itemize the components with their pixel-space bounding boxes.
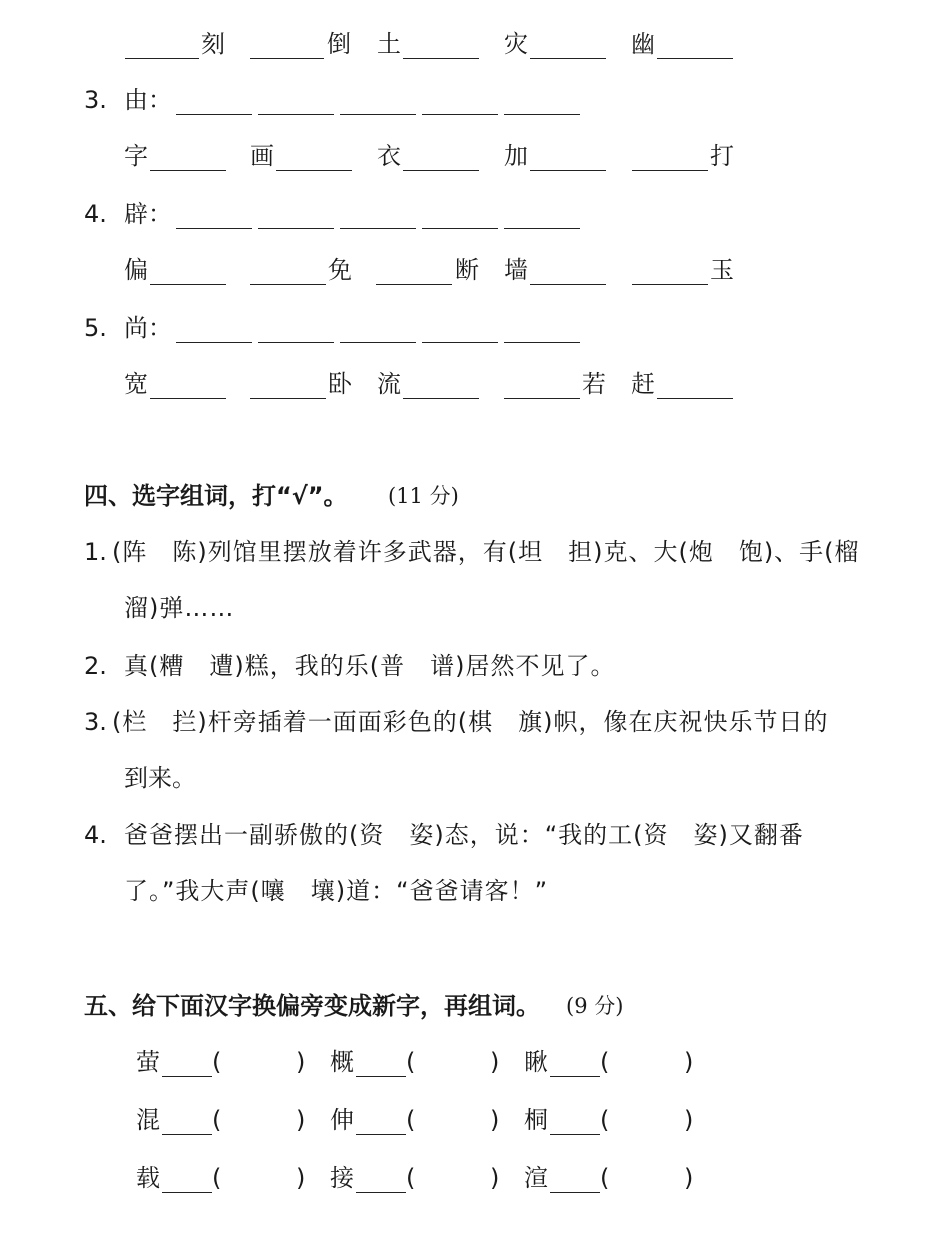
section-score: (11 分) (388, 484, 459, 508)
answer-blank[interactable] (250, 398, 326, 399)
source-char: 尚： (124, 314, 172, 342)
source-char: 桐 (524, 1106, 548, 1134)
char-label: 卧 (328, 370, 352, 398)
close-paren: ) (684, 1048, 694, 1076)
char-label: 流 (377, 370, 401, 398)
char-label: 土 (377, 30, 401, 58)
close-paren: ) (296, 1164, 306, 1192)
section-5-row-1 (0, 1042, 937, 1082)
question-5-words (0, 364, 937, 404)
open-paren: ( (406, 1164, 416, 1192)
item-text: 到来。 (124, 764, 196, 792)
answer-blank[interactable] (176, 342, 252, 343)
section-title: 五、给下面汉字换偏旁变成新字，再组词。 (84, 992, 540, 1020)
answer-blank[interactable] (356, 1192, 406, 1193)
answer-blank[interactable] (403, 398, 479, 399)
answer-blank[interactable] (250, 58, 324, 59)
source-char: 由： (124, 86, 172, 114)
answer-blank[interactable] (504, 398, 580, 399)
section-5-heading (0, 986, 937, 1026)
question-3-header (0, 80, 937, 120)
char-label: 偏 (124, 256, 148, 284)
answer-blank[interactable] (632, 284, 708, 285)
open-paren: ( (600, 1048, 610, 1076)
char-label: 加 (504, 142, 528, 170)
answer-blank[interactable] (550, 1076, 600, 1077)
source-char: 瞅 (524, 1048, 548, 1076)
section-title: 四、选字组词，打“√”。 (84, 482, 348, 510)
char-label: 灾 (504, 30, 528, 58)
close-paren: ) (684, 1164, 694, 1192)
answer-blank[interactable] (504, 228, 580, 229)
question-number: 1. (84, 538, 107, 566)
question-4-words (0, 250, 937, 290)
char-label: 打 (710, 142, 734, 170)
question-number: 5. (84, 314, 107, 342)
char-label: 字 (124, 142, 148, 170)
answer-blank[interactable] (258, 114, 334, 115)
answer-blank[interactable] (258, 342, 334, 343)
section-4-item-3 (0, 702, 937, 742)
source-char: 接 (330, 1164, 354, 1192)
item-text[interactable]: (阵 陈)列馆里摆放着许多武器，有(坦 担)克、大(炮 饱)、手(榴 (112, 538, 860, 566)
char-label: 免 (328, 256, 352, 284)
close-paren: ) (490, 1164, 500, 1192)
answer-blank[interactable] (250, 284, 326, 285)
answer-blank[interactable] (162, 1134, 212, 1135)
char-label: 若 (582, 370, 606, 398)
answer-blank[interactable] (176, 114, 252, 115)
char-label: 衣 (377, 142, 401, 170)
answer-blank[interactable] (504, 342, 580, 343)
answer-blank[interactable] (176, 228, 252, 229)
question-5-header (0, 308, 937, 348)
answer-blank[interactable] (125, 58, 199, 59)
char-label: 玉 (710, 256, 734, 284)
answer-blank[interactable] (276, 170, 352, 171)
char-label: 画 (250, 142, 274, 170)
item-text[interactable]: 真(糟 遭)糕，我的乐(普 谱)居然不见了。 (124, 652, 616, 680)
answer-blank[interactable] (550, 1134, 600, 1135)
question-number: 4. (84, 200, 107, 228)
answer-blank[interactable] (376, 284, 452, 285)
answer-blank[interactable] (422, 342, 498, 343)
char-label: 刻 (201, 30, 225, 58)
answer-blank[interactable] (150, 398, 226, 399)
answer-blank[interactable] (657, 398, 733, 399)
answer-blank[interactable] (657, 58, 733, 59)
question-3-words (0, 136, 937, 176)
char-label: 墙 (504, 256, 528, 284)
source-char: 萤 (136, 1048, 160, 1076)
answer-blank[interactable] (162, 1076, 212, 1077)
answer-blank[interactable] (356, 1076, 406, 1077)
section-5-row-2 (0, 1100, 937, 1140)
open-paren: ( (600, 1106, 610, 1134)
source-char: 混 (136, 1106, 160, 1134)
answer-blank[interactable] (340, 342, 416, 343)
answer-blank[interactable] (422, 228, 498, 229)
answer-blank[interactable] (258, 228, 334, 229)
answer-blank[interactable] (340, 114, 416, 115)
section-5-row-3 (0, 1158, 937, 1198)
source-char: 概 (330, 1048, 354, 1076)
char-label: 幽 (631, 30, 655, 58)
section-4-heading (0, 476, 937, 516)
section-4-item-1-cont (0, 588, 937, 628)
section-4-item-3-cont (0, 758, 937, 798)
word-row-top (0, 24, 937, 64)
item-text[interactable]: 了。”我大声(嚷 壤)道：“爸爸请客！” (124, 877, 549, 905)
answer-blank[interactable] (504, 114, 580, 115)
answer-blank[interactable] (632, 170, 708, 171)
answer-blank[interactable] (530, 58, 606, 59)
open-paren: ( (406, 1048, 416, 1076)
section-4-item-1 (0, 532, 937, 572)
section-4-item-4-cont (0, 871, 937, 911)
open-paren: ( (212, 1106, 222, 1134)
source-char: 伸 (330, 1106, 354, 1134)
answer-blank[interactable] (403, 58, 479, 59)
open-paren: ( (212, 1048, 222, 1076)
question-4-header (0, 194, 937, 234)
close-paren: ) (490, 1048, 500, 1076)
open-paren: ( (406, 1106, 416, 1134)
source-char: 载 (136, 1164, 160, 1192)
char-label: 赶 (631, 370, 655, 398)
section-4-item-4 (0, 815, 937, 855)
char-label: 倒 (327, 30, 351, 58)
char-label: 宽 (124, 370, 148, 398)
answer-blank[interactable] (530, 170, 606, 171)
item-text[interactable]: (栏 拦)杆旁插着一面面彩色的(棋 旗)帜，像在庆祝快乐节日的 (112, 708, 829, 736)
question-number: 3. (84, 86, 107, 114)
answer-blank[interactable] (550, 1192, 600, 1193)
close-paren: ) (684, 1106, 694, 1134)
answer-blank[interactable] (162, 1192, 212, 1193)
open-paren: ( (212, 1164, 222, 1192)
source-char: 渲 (524, 1164, 548, 1192)
close-paren: ) (490, 1106, 500, 1134)
question-number: 2. (84, 652, 107, 680)
question-number: 3. (84, 708, 107, 736)
answer-blank[interactable] (340, 228, 416, 229)
open-paren: ( (600, 1164, 610, 1192)
section-score: (9 分) (566, 994, 624, 1018)
close-paren: ) (296, 1048, 306, 1076)
answer-blank[interactable] (356, 1134, 406, 1135)
question-number: 4. (84, 821, 107, 849)
item-text[interactable]: 爸爸摆出一副骄傲的(资 姿)态，说：“我的工(资 姿)又翻番 (124, 821, 804, 849)
answer-blank[interactable] (150, 284, 226, 285)
answer-blank[interactable] (530, 284, 606, 285)
char-label: 断 (455, 256, 479, 284)
close-paren: ) (296, 1106, 306, 1134)
source-char: 辟： (124, 200, 172, 228)
item-text[interactable]: 溜)弹…… (124, 594, 235, 622)
answer-blank[interactable] (150, 170, 226, 171)
answer-blank[interactable] (422, 114, 498, 115)
section-4-item-2 (0, 646, 937, 686)
answer-blank[interactable] (403, 170, 479, 171)
